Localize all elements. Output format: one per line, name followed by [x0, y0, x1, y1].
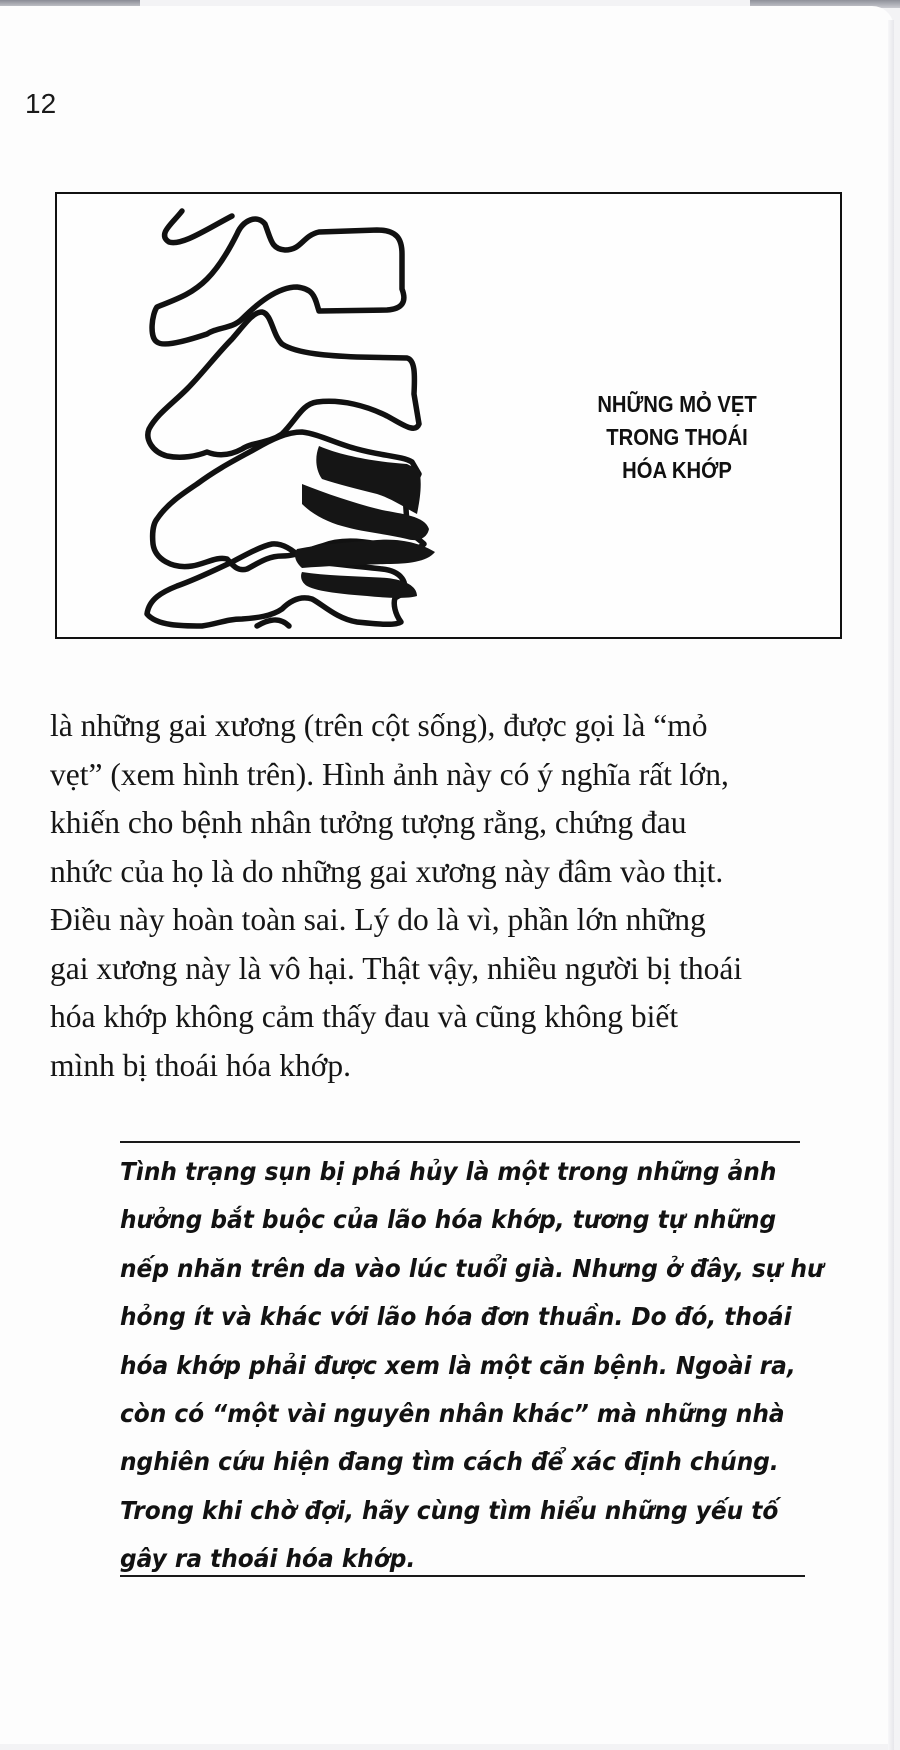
figure-caption — [574, 388, 780, 487]
callout-line: Tình trạng sụn bị phá hủy là một trong những ảnh — [120, 1157, 777, 1186]
callout-line: nếp nhăn trên da vào lúc tuổi già. Nhưng ở đây, sự hư — [120, 1253, 824, 1283]
callout-line: hóa khớp phải được xem là một căn bệnh. Ngoài ra, — [120, 1350, 796, 1380]
callout-line: hưởng bắt buộc của lão hóa khớp, tương tự những — [120, 1205, 777, 1235]
body-line: khiến cho bệnh nhân tưởng tượng rằng, chứng đau — [50, 805, 687, 840]
body-paragraph — [50, 702, 838, 1090]
body-line: hóa khớp không cảm thấy đau và cũng không biết — [50, 999, 679, 1034]
figure-caption-line: HÓA KHỚP — [622, 457, 732, 483]
body-line: mình bị thoái hóa khớp. — [50, 1047, 352, 1083]
callout-line: còn có “một vài nguyên nhân khác” mà những nhà — [120, 1398, 785, 1428]
page-right-edge — [888, 20, 894, 1750]
callout-line: nghiên cứu hiện đang tìm cách để xác định chúng. — [120, 1447, 779, 1477]
figure-caption-line: TRONG THOÁI — [606, 424, 748, 450]
body-line: gai xương này là vô hại. Thật vậy, nhiều người bị thoái — [50, 950, 743, 986]
body-line: nhức của họ là do những gai xương này đâm vào thịt. — [50, 853, 724, 889]
figure-frame — [55, 192, 842, 639]
body-line: là những gai xương (trên cột sống), được gọi là “mỏ — [50, 708, 708, 743]
book-page — [0, 6, 894, 1744]
callout-top-rule — [120, 1141, 800, 1143]
callout-line: gây ra thoái hóa khớp. — [120, 1544, 416, 1574]
callout-line: Trong khi chờ đợi, hãy cùng tìm hiểu những yếu tố — [120, 1495, 779, 1525]
figure-caption-line: NHỮNG MỎ VẸT — [597, 391, 757, 417]
callout-line: hỏng ít và khác với lão hóa đơn thuần. Do đó, thoái — [120, 1302, 792, 1332]
callout-bottom-rule — [120, 1575, 805, 1577]
page-number: 12 — [25, 88, 57, 119]
body-line: vẹt” (xem hình trên). Hình ảnh này có ý nghĩa rất lớn, — [50, 756, 729, 792]
callout-box — [120, 1148, 824, 1584]
body-line: Điều này hoàn toàn sai. Lý do là vì, phần lớn những — [50, 902, 706, 937]
